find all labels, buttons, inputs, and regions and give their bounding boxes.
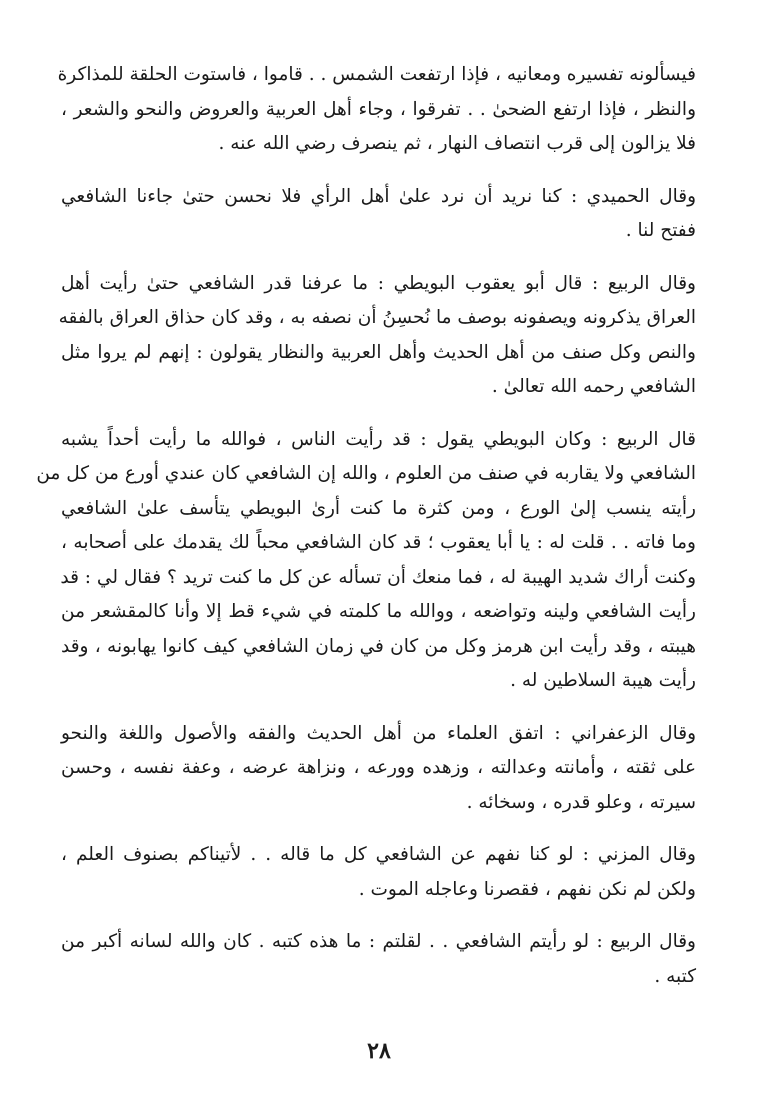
text-line: والنظر ، فإذا ارتفع الضحىٰ . . تفرقوا ، وجاء أهل العربية والعروض والنحو والشعر ،: [61, 98, 696, 120]
text-line: وقال الحميدي : كنا نريد أن نرد علىٰ أهل الرأي فلا نحسن حتىٰ جاءنا الشافعي: [61, 185, 696, 207]
text-line: العراق يذكرونه ويصفونه بوصف ما نُحسِنُ أن نصفه به ، وقد كان حذاق العراق بالفقه: [58, 307, 696, 328]
text-line: كتبه .: [654, 965, 696, 987]
paragraph-humaydi: [61, 180, 696, 249]
text-line: ولكن لم نكن نفهم ، فقصرنا وعاجله الموت .: [358, 878, 696, 900]
paragraph-rabi-books: [61, 925, 696, 994]
paragraph-lecture-circle: [57, 58, 696, 162]
text-line: وقال المزني : لو كنا نفهم عن الشافعي كل ما قاله . . لأتيناكم بصنوف العلم ،: [61, 844, 696, 865]
paragraph-muzani: [61, 838, 696, 907]
text-line: والنص وكل صنف من أهل الحديث وأهل العربية والنظار يقولون : إنهم لم يروا مثل: [61, 341, 696, 363]
text-line: وقال الزعفراني : اتفق العلماء من أهل الحديث والفقه والأصول واللغة والنحو: [61, 722, 696, 744]
text-line: الشافعي ولا يقاربه في صنف من العلوم ، والله إن الشافعي كان عندي أورع من كل من: [36, 463, 696, 484]
text-line: وما فاته . . قلت له : يا أبا يعقوب ؛ قد كان الشافعي محباً لك يقدمك على أصحابه ،: [61, 532, 696, 553]
text-line: هيبته ، وقد رأيت ابن هرمز وكل من كان في زمان الشافعي كيف كانوا يهابونه ، وقد: [61, 635, 696, 657]
text-line: رأيته ينسب إلىٰ الورع ، ومن كثرة ما كنت أرىٰ البويطي يتأسف علىٰ الشافعي: [61, 497, 696, 519]
paragraph-zafarani: [61, 717, 696, 821]
paragraph-rabi-buwayti: [58, 267, 696, 405]
text-line: قال الربيع : وكان البويطي يقول : قد رأيت الناس ، فوالله ما رأيت أحداً يشبه: [61, 428, 696, 450]
text-line: فلا يزالون إلى قرب انتصاف النهار ، ثم ينصرف رضي الله عنه .: [218, 133, 696, 154]
paragraph-buwayti-awe: [36, 423, 696, 699]
text-line: سيرته ، وعلو قدره ، وسخائه .: [466, 791, 696, 813]
text-line: رأيت الشافعي ولينه وتواضعه ، ووالله ما كلمته في شيء قط إلا وأنا كالمقشعر من: [61, 601, 696, 622]
text-line: وقال الربيع : قال أبو يعقوب البويطي : ما عرفنا قدر الشافعي حتىٰ رأيت أهل: [61, 272, 696, 294]
text-line: ففتح لنا .: [625, 220, 696, 241]
text-line: الشافعي رحمه الله تعالىٰ .: [491, 376, 696, 397]
text-line: وقال الربيع : لو رأيتم الشافعي . . لقلتم : ما هذه كتبه . كان والله لسانه أكبر من: [61, 931, 696, 952]
text-line: وكنت أراك شديد الهيبة له ، فما منعك أن تسأله عن كل ما كنت تريد ؟ فقال لي : قد: [60, 566, 696, 588]
text-line: فيسألونه تفسيره ومعانيه ، فإذا ارتفعت الشمس . . قاموا ، فاستوت الحلقة للمذاكرة: [57, 64, 696, 85]
page-number: ٢٨: [367, 1038, 391, 1064]
text-line: على ثقته ، وأمانته وعدالته ، وزهده وورعه ، ونزاهة عرضه ، وعفة نفسه ، وحسن: [61, 757, 696, 778]
page-body: [36, 58, 696, 1012]
text-line: رأيت هيبة السلاطين له .: [510, 670, 696, 691]
